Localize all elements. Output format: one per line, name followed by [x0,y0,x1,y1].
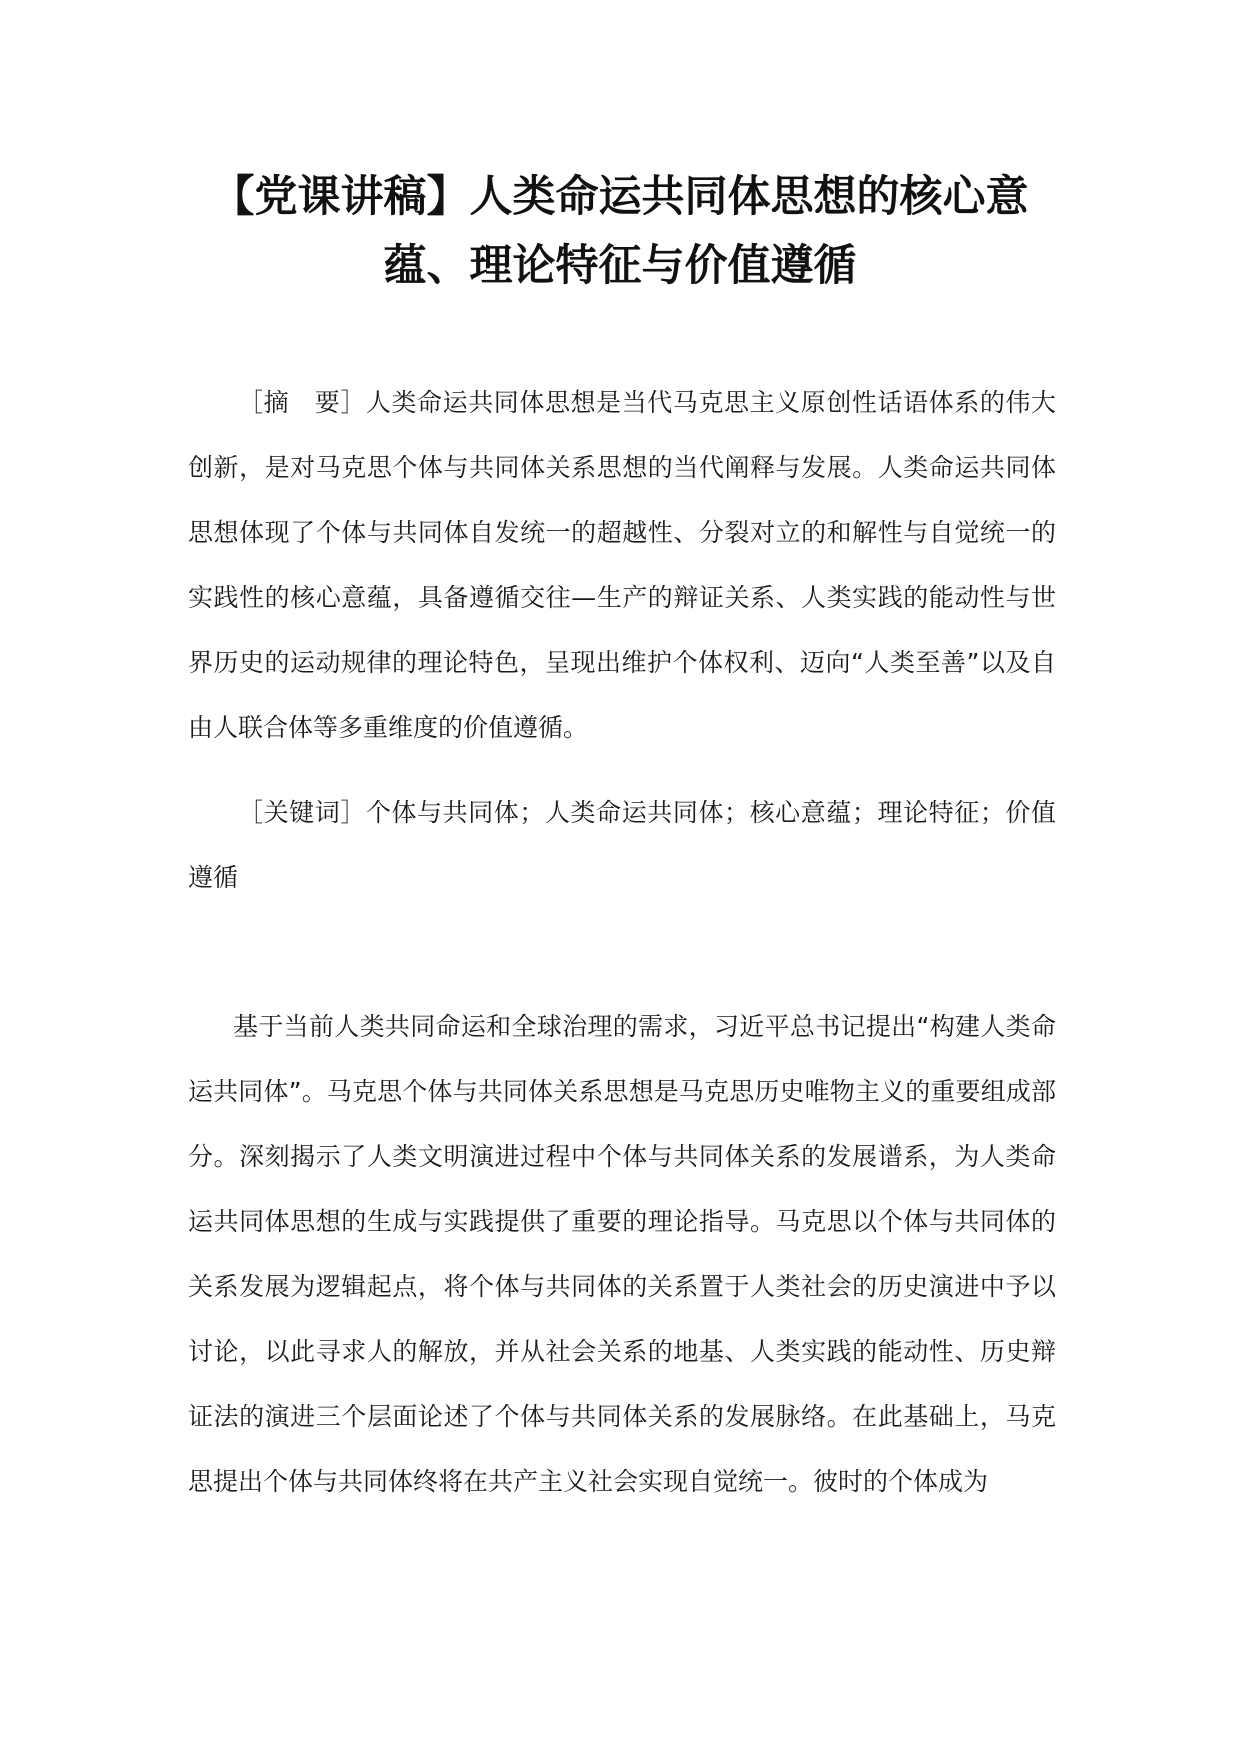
body-paragraph: 基于当前人类共同命运和全球治理的需求，习近平总书记提出“构建人类命运共同体”。马克思个体与共同体关系思想是马克思历史唯物主义的重要组成部分。深刻揭示了人类文明演进过程中个体与共同体关系的发展谱系，为人类命运共同体思想的生成与实践提供了重要的理论指导。马克思以个体与共同体的关系发展为逻辑起点，将个体与共同体的关系置于人类社会的历史演进中予以讨论，以此寻求人的解放，并从社会关系的地基、人类实践的能动性、历史辩证法的演进三个层面论述了个体与共同体关系的发展脉络。在此基础上，马克思提出个体与共同体终将在共产主义社会实现自觉统一。彼时的个体成为 [188,1012,1056,1496]
document-title: 【党课讲稿】人类命运共同体思想的核心意蕴、理论特征与价值遵循 [211,172,1029,291]
keywords-paragraph: ［关键词］个体与共同体；人类命运共同体；核心意蕴；理论特征；价值遵循 [188,798,1056,892]
abstract-paragraph: ［摘 要］人类命运共同体思想是当代马克思主义原创性话语体系的伟大创新，是对马克思个体与共同体关系思想的当代阐释与发展。人类命运共同体思想体现了个体与共同体自发统一的超越性、分裂对立的和解性与自觉统一的实践性的核心意蕴，具备遵循交往—生产的辩证关系、人类实践的能动性与世界历史的运动规律的理论特色，呈现出维护个体权利、迈向“人类至善”以及自由人联合体等多重维度的价值遵循。 [188,388,1056,742]
